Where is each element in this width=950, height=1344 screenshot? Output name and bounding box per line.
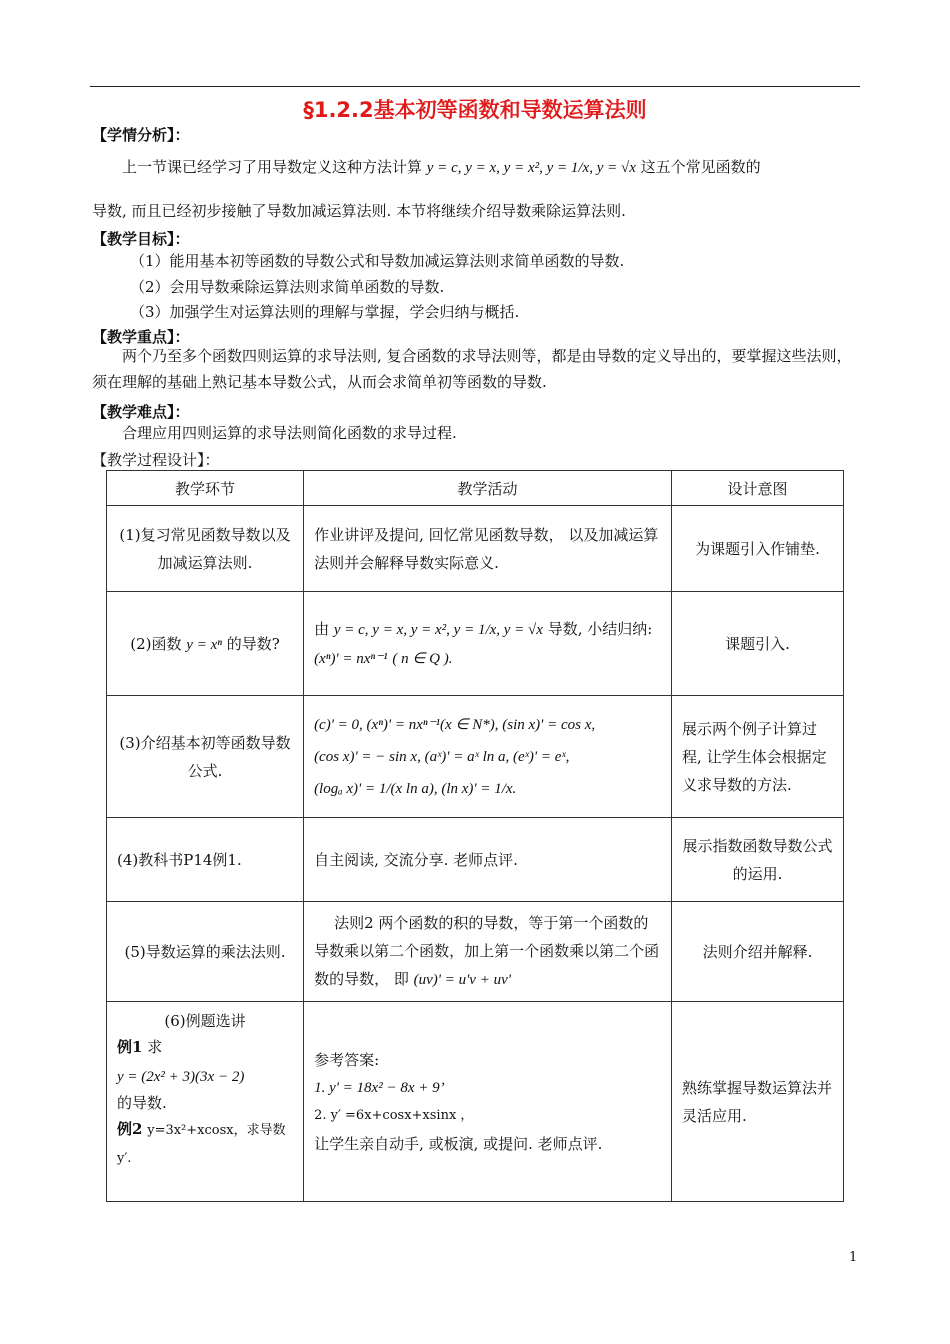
row2-activity-b: 导数, 小结归纳: (547, 619, 653, 638)
example1-tail: 的导数. (117, 1094, 167, 1112)
table-row (107, 592, 844, 696)
row5-intent: 法则介绍并解释. (672, 902, 844, 1002)
table-row (107, 1002, 844, 1202)
row6-step (107, 1002, 304, 1202)
row3-formula-line1: (c)' = 0, (xⁿ)' = nxⁿ⁻¹(x ∈ N*), (sin x)' = cos x, (314, 716, 596, 733)
row2-activity-a: 由 (314, 619, 330, 638)
row6-step-title: (6)例题选讲 (164, 1012, 246, 1030)
row3-intent: 展示两个例子计算过程, 让学生体会根据定义求导数的方法. (672, 696, 844, 818)
goal-item-2: （2）会用导数乘除运算法则求简单函数的导数. (130, 278, 445, 296)
focus-text: 两个乃至多个函数四则运算的求导法则, 复合函数的求导法则等，都是由导数的定义导出的，要掌握这些法则，须在理解的基础上熟记基本导数公式，从而会求简单初等函数的导数. (92, 347, 852, 391)
row2-step-b: 的导数? (226, 635, 280, 653)
lesson-table (106, 470, 844, 1202)
difficulty-heading: 【教学难点】： (92, 403, 190, 421)
example2 (117, 1116, 293, 1172)
analysis-paragraph (92, 152, 862, 183)
header-activity: 教学活动 (304, 471, 672, 506)
example2-text: y=3x²+xcosx，求导数y′. (117, 1123, 286, 1166)
row3-formulas (304, 696, 672, 818)
row5-activity (304, 902, 672, 1002)
row2-activity-formula: y = c, y = x, y = x², y = 1/x, y = √x (333, 621, 543, 638)
row4-step: (4)教科书P14例1. (107, 818, 304, 902)
row4-intent: 展示指数函数导数公式的运用. (672, 818, 844, 902)
row2-power-rule: (xⁿ)' = nxⁿ⁻¹ (314, 650, 388, 667)
goal-item-3: （3）加强学生对运算法则的理解与掌握，学会归纳与概括. (130, 303, 520, 321)
goal-item-1: （1）能用基本初等函数的导数公式和导数加减运算法则求简单函数的导数. (130, 252, 625, 270)
example2-label: 例2 (117, 1120, 143, 1138)
row2-intent: 课题引入. (672, 592, 844, 696)
analysis-text-b: 这五个常见函数的 (640, 158, 761, 176)
analysis-text-a: 上一节课已经学习了用导数定义这种方法计算 (122, 158, 423, 176)
example1-text: 求 (147, 1038, 163, 1056)
table-header-row (107, 471, 844, 506)
row6-answers (304, 1002, 672, 1202)
row1-step: (1)复习常见函数导数以及加减运算法则. (107, 506, 304, 592)
analysis-text-c: 导数, 而且已经初步接触了导数加减运算法则. 本节将继续介绍导数乘除运算法则. (92, 202, 626, 220)
analysis-formula: y = c, y = x, y = x², y = 1/x, y = √x (426, 160, 636, 176)
row2-activity (304, 592, 672, 696)
goals-heading: 【教学目标】： (92, 230, 190, 248)
answer-2: 2. y′ =6x+cosx+xsinx ， (314, 1107, 474, 1123)
row5-step: (5)导数运算的乘法法则. (107, 902, 304, 1002)
row1-intent: 为课题引入作铺垫. (672, 506, 844, 592)
table-row (107, 818, 844, 902)
example1-formula: y = (2x² + 3)(3x − 2) (117, 1069, 245, 1085)
answer-heading: 参考答案: (314, 1050, 380, 1069)
table-row (107, 696, 844, 818)
header-rule (90, 86, 860, 87)
answer-1: 1. y' = 18x² − 8x + 9’ (314, 1079, 445, 1096)
header-step: 教学环节 (107, 471, 304, 506)
row2-step (107, 592, 304, 696)
table-row (107, 902, 844, 1002)
row5-activity-text: 法则2 两个函数的积的导数，等于第一个函数的导数乘以第二个函数，加上第一个函数乘以第二个函数的导数， 即 (314, 914, 660, 988)
row2-step-a: (2)函数 (130, 635, 182, 653)
example1 (117, 1034, 293, 1060)
row6-intent: 熟练掌握导数运算法并灵活应用. (672, 1002, 844, 1202)
difficulty-text: 合理应用四则运算的求导法则简化函数的求导过程. (122, 424, 457, 442)
example1-label: 例1 (117, 1038, 143, 1056)
answer-3: 让学生亲自动手, 或板演, 或提问. 老师点评. (314, 1134, 603, 1153)
document-title: §1.2.2基本初等函数和导数运算法则 (303, 98, 647, 122)
focus-heading: 【教学重点】： (92, 328, 190, 346)
row1-activity: 作业讲评及提问, 回忆常见函数导数， 以及加减运算法则并会解释导数实际意义. (304, 506, 672, 592)
row4-activity: 自主阅读, 交流分享. 老师点评. (304, 818, 672, 902)
process-heading: 【教学过程设计】： (92, 451, 220, 469)
row5-product-rule: (uv)' = u'v + uv' (413, 972, 511, 988)
header-intent: 设计意图 (672, 471, 844, 506)
row3-formula-line2: (cos x)' = − sin x, (aˣ)' = aˣ ln a, (eˣ)' = eˣ, (314, 748, 570, 765)
table-row (107, 506, 844, 592)
page-number: 1 (849, 1250, 858, 1265)
row3-step: (3)介绍基本初等函数导数公式. (107, 696, 304, 818)
row2-condition: ( n ∈ Q ). (392, 650, 453, 667)
row2-step-formula: y = xⁿ (186, 637, 222, 653)
analysis-heading: 【学情分析】： (92, 126, 190, 144)
row3-formula-line3: (logₐ x)' = 1/(x ln a), (ln x)' = 1/x. (314, 780, 517, 797)
